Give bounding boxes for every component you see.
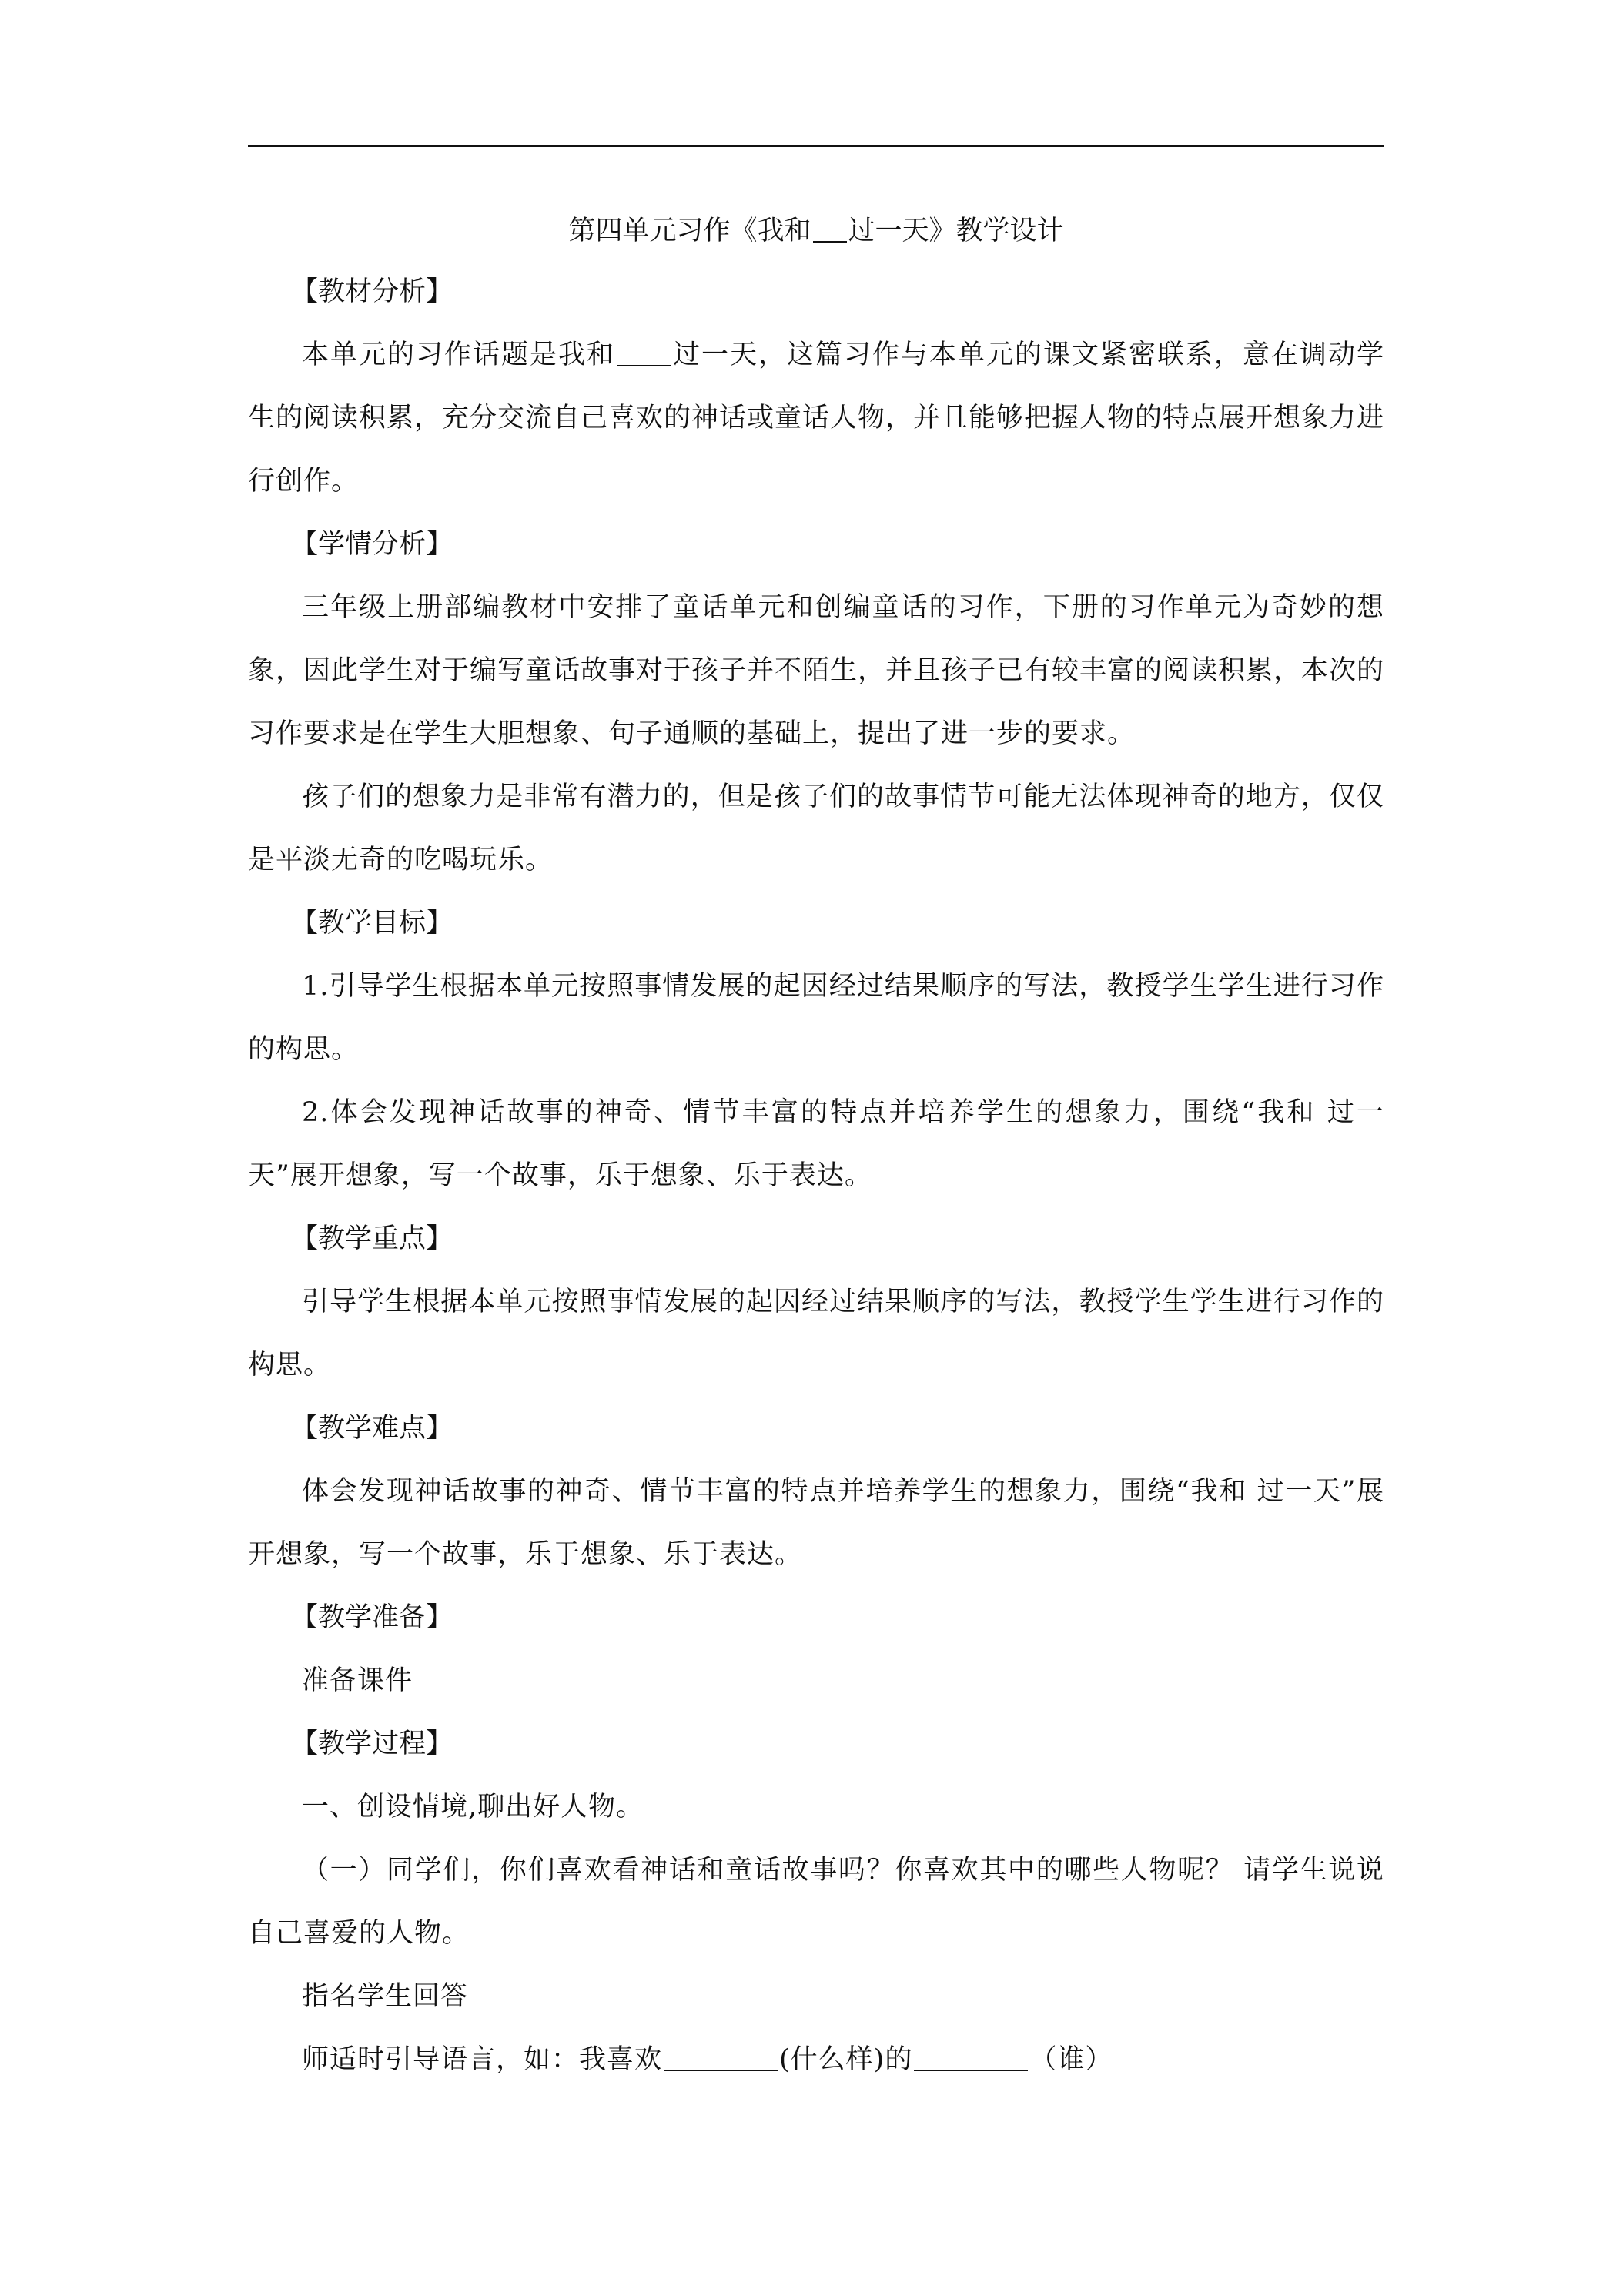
key-points-paragraph: 引导学生根据本单元按照事情发展的起因经过结果顺序的写法，教授学生学生进行习作的构思。 bbox=[248, 1287, 1384, 1381]
learner-analysis-paragraph-1: 三年级上册部编教材中安排了童话单元和创编童话的习作，下册的习作单元为奇妙的想象，因此学生对于编写童话故事对于孩子并不陌生，并且孩子已有较丰富的阅读积累，本次的习作要求是在学生大胆想象、句子通顺的基础上，提出了进一步的要求。 bbox=[248, 592, 1385, 749]
title-blank bbox=[813, 214, 847, 243]
section-heading-learner-analysis: 【学情分析】 bbox=[291, 529, 453, 560]
header-rule bbox=[248, 145, 1384, 147]
section-heading-preparation: 【教学准备】 bbox=[291, 1602, 453, 1633]
section-heading-key-points: 【教学重点】 bbox=[291, 1223, 453, 1254]
preparation-paragraph: 准备课件 bbox=[302, 1665, 413, 1696]
process-answer: 指名学生回答 bbox=[302, 1981, 469, 2012]
document-body bbox=[248, 202, 1384, 2091]
section-heading-difficulties: 【教学难点】 bbox=[291, 1413, 453, 1444]
section-heading-teaching-goals: 【教学目标】 bbox=[291, 908, 453, 939]
topic-blank bbox=[617, 338, 671, 366]
learner-analysis-paragraph-2: 孩子们的想象力是非常有潜力的，但是孩子们的故事情节可能无法体现神奇的地方，仅仅是平淡无奇的吃喝玩乐。 bbox=[248, 782, 1384, 875]
section-heading-process: 【教学过程】 bbox=[291, 1729, 453, 1759]
document-title: 第四单元习作《我和 过一天》教学设计 bbox=[568, 216, 1064, 246]
guide-blank-what-kind bbox=[664, 2043, 778, 2071]
guide-blank-who bbox=[914, 2043, 1028, 2071]
teaching-goal-2: 2.体会发现神话故事的神奇、情节丰富的特点并培养学生的想象力，围绕“我和 过一天”展开想象，写一个故事，乐于想象、乐于表达。 bbox=[248, 1097, 1384, 1191]
process-guide: 师适时引导语言，如：我喜欢 (什么样)的 （谁） bbox=[302, 2044, 1113, 2075]
textbook-analysis-paragraph: 本单元的习作话题是我和 过一天，这篇习作与本单元的课文紧密联系，意在调动学生的阅读积累，充分交流自己喜欢的神话或童话人物，并且能够把握人物的特点展开想象力进行创作。 bbox=[248, 340, 1385, 497]
process-question-1: （一）同学们，你们喜欢看神话和童话故事吗？你喜欢其中的哪些人物呢？ 请学生说说自己喜爱的人物。 bbox=[248, 1855, 1384, 1949]
difficulties-paragraph: 体会发现神话故事的神奇、情节丰富的特点并培养学生的想象力，围绕“我和 过一天”展开想象，写一个故事，乐于想象、乐于表达。 bbox=[248, 1476, 1384, 1570]
section-heading-textbook-analysis: 【教材分析】 bbox=[291, 276, 453, 307]
process-step-1: 一、创设情境,聊出好人物。 bbox=[302, 1792, 644, 1822]
teaching-goal-1: 1.引导学生根据本单元按照事情发展的起因经过结果顺序的写法，教授学生学生进行习作的构思。 bbox=[248, 971, 1384, 1065]
